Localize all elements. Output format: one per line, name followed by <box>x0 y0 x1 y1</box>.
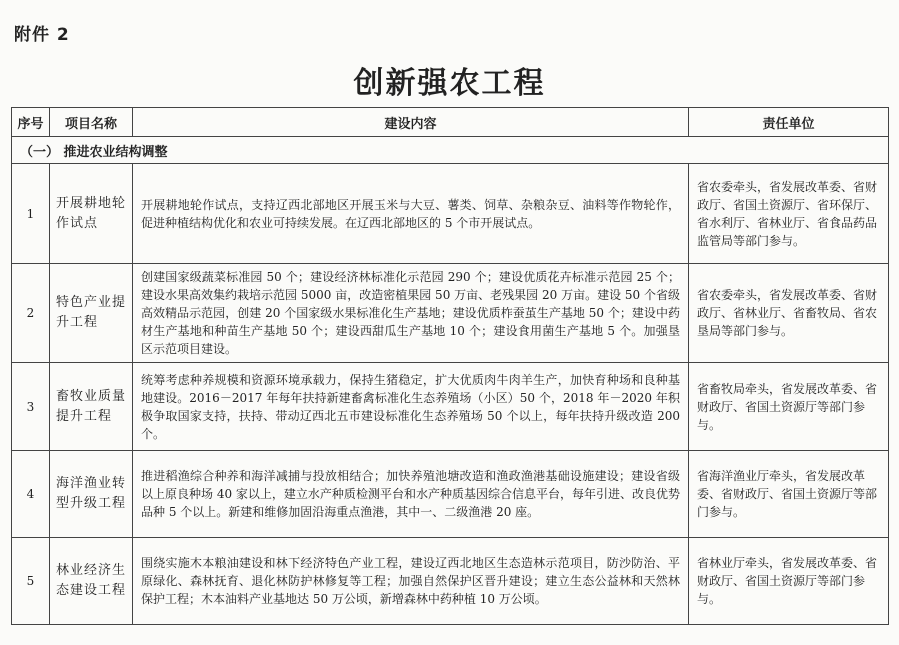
row-number: 2 <box>12 264 50 363</box>
responsible-unit: 省林业厅牵头，省发展改革委、省财政厅、省国土资源厅等部门参与。 <box>689 538 889 625</box>
project-content: 统筹考虑种养规模和资源环境承载力，保持生猪稳定，扩大优质肉牛肉羊生产，加快育种场和良种基地建设。2016－2017 年每年扶持新建畜禽标准化生态养殖场（小区）50 个，2018 年－2020 年积极争取国家支持，扶持、带动辽西北五市建设标准化生态养殖场 50 个以上，每年扶持升级改造 200 个。 <box>133 363 689 451</box>
project-name: 特色产业提升工程 <box>50 264 133 363</box>
section-title: （一） 推进农业结构调整 <box>12 137 889 164</box>
table-row <box>12 164 889 264</box>
project-content: 开展耕地轮作试点，支持辽西北部地区开展玉米与大豆、薯类、饲草、杂粮杂豆、油料等作物轮作，促进种植结构优化和农业可持续发展。在辽西北部地区的 5 个市开展试点。 <box>133 164 689 264</box>
responsible-unit: 省农委牵头，省发展改革委、省财政厅、省林业厅、省畜牧局、省农垦局等部门参与。 <box>689 264 889 363</box>
header-name: 项目名称 <box>50 108 133 137</box>
project-content: 围绕实施木本粮油建设和林下经济特色产业工程，建设辽西北地区生态造林示范项目，防沙防治、平原绿化、森林抚育、退化林防护林修复等工程；加强自然保护区晋升建设；建立生态公益林和天然林保护工程；木本油料产业基地达 50 万公顷，新增森林中药种植 10 万公顷。 <box>133 538 689 625</box>
project-name: 林业经济生态建设工程 <box>50 538 133 625</box>
row-number: 4 <box>12 451 50 538</box>
table-row <box>12 264 889 363</box>
project-name: 开展耕地轮作试点 <box>50 164 133 264</box>
document-title: 创新强农工程 <box>353 66 546 101</box>
table-header-row <box>12 108 889 137</box>
section-row <box>12 137 889 164</box>
table-row <box>12 538 889 625</box>
table-row <box>12 451 889 538</box>
row-number: 1 <box>12 164 50 264</box>
responsible-unit: 省农委牵头，省发展改革委、省财政厅、省国土资源厅、省环保厅、省水利厅、省林业厅、省食品药品监管局等部门参与。 <box>689 164 889 264</box>
annex-label: 附件 2 <box>14 25 70 45</box>
project-name: 畜牧业质量提升工程 <box>50 363 133 451</box>
row-number: 3 <box>12 363 50 451</box>
project-name: 海洋渔业转型升级工程 <box>50 451 133 538</box>
responsible-unit: 省海洋渔业厅牵头，省发展改革委、省财政厅、省国土资源厅等部门参与。 <box>689 451 889 538</box>
header-unit: 责任单位 <box>689 108 889 137</box>
header-no: 序号 <box>12 108 50 137</box>
responsible-unit: 省畜牧局牵头，省发展改革委、省财政厅、省国土资源厅等部门参与。 <box>689 363 889 451</box>
row-number: 5 <box>12 538 50 625</box>
header-content: 建设内容 <box>133 108 689 137</box>
project-content: 创建国家级蔬菜标准园 50 个；建设经济林标准化示范园 290 个；建设优质花卉标准示范园 25 个；建设水果高效集约栽培示范园 5000 亩，改造密植果园 50 万亩、老残果园 20 万亩。建设 50 个省级高效精品示范园，创建 20 个国家级水果标准化生产基地；建设优质柞蚕茧生产基地 50 个；建设中药材生产基地和种苗生产基地 50 个；建设西甜瓜生产基地 10 个；建设食用菌生产基地 5 个。加强垦区示范项目建设。 <box>133 264 689 363</box>
table-row <box>12 363 889 451</box>
project-table <box>11 107 889 625</box>
project-content: 推进稻渔综合种养和海洋减捕与投放相结合；加快养殖池塘改造和渔政渔港基础设施建设；建设省级以上原良种场 40 家以上，建立水产种质检测平台和水产种质基因综合信息平台，每年引进、改良优势品种 5 个以上。新建和维修加固沿海重点渔港，其中一、二级渔港 20 座。 <box>133 451 689 538</box>
